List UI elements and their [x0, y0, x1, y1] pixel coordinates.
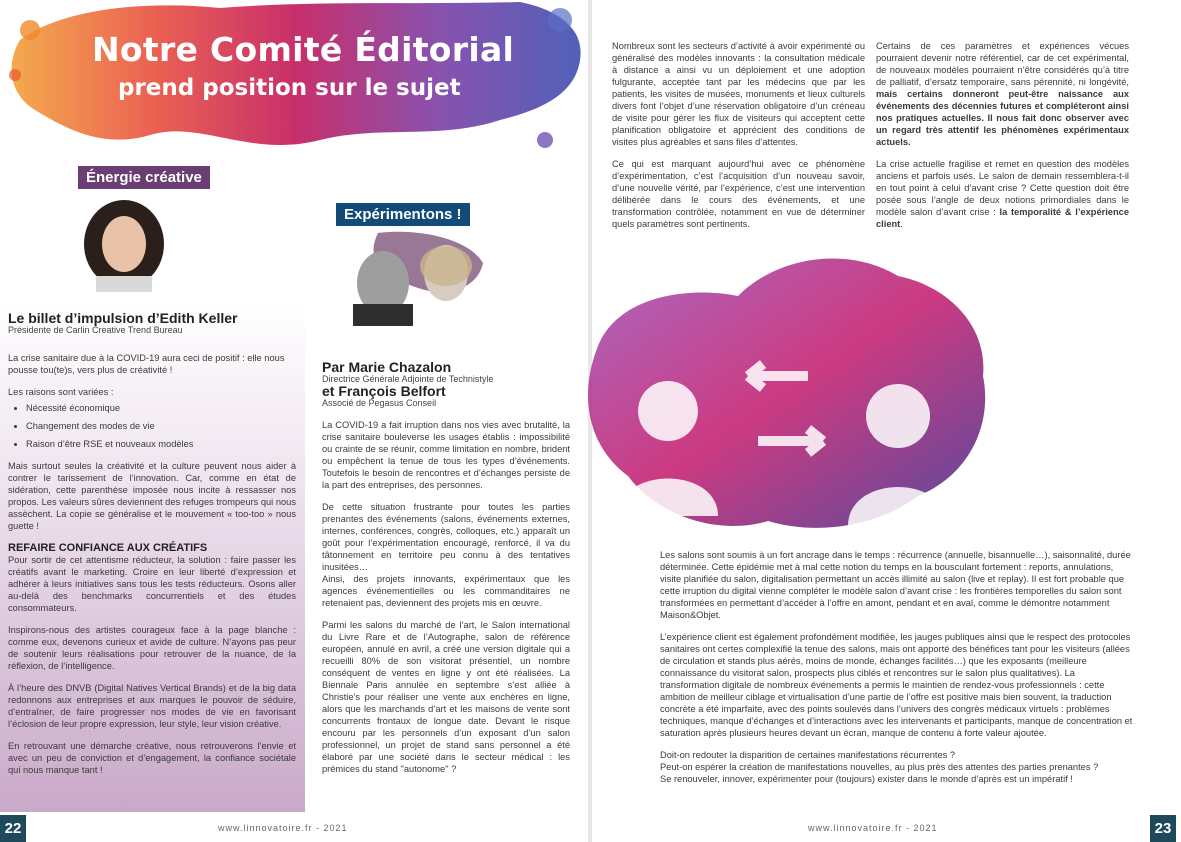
author-role-chazalon: Directrice Générale Adjointe de Technistyle	[322, 374, 494, 384]
portrait-edith-keller	[76, 192, 172, 292]
section-tag-energie: Énergie créative	[78, 166, 210, 189]
left-page	[0, 0, 588, 842]
text-run: .	[900, 219, 903, 229]
experimentons-right-paragraph-1	[876, 40, 1129, 148]
author-name-belfort: et François Belfort	[322, 383, 446, 399]
experimentons-bottom-paragraph-2: L’expérience client est également profondément modifiée, les jauges publiques ainsi que le respect des protocoles sanitaires ont certes complexifié la tenue des salons, mais ont apporté des bénéfices tant pour les visiteurs (allées de circulation et stands plus aérés, moins de monde, échanges facilités…) que les exposants (meilleure connaissance du visitorat salon, prospects plus ciblés et rencontres sur le salon plus qualitatives). La transformation digitale de nombreux événements a permis le maintien de rendez-vous professionnels : cette ambition de meilleur ciblage et virtualisation d’une partie de l’offre est positive mais bien souvent, la traduction concrète a été imparfaite, avec des points soulevés dans l’univers des congrès médicaux virtuels : problèmes techniques, manque d’échanges et d’interactions avec les intervenants et participants, manque de concentration et saturation après plusieurs heures devant un écran, manque de contenu à forte valeur ajoutée.	[660, 632, 1133, 738]
page-number-right: 23	[1150, 815, 1176, 842]
energie-paragraph-4: À l’heure des DNVB (Digital Natives Vertical Brands) et de la big data redonnons aux entreprises et aux marques le pouvoir de séduire, d’entraîner, de faire progresser nos modes de vie en favorisant l’éclosion de leur propre expression, leur style, leur vision créative.	[8, 683, 296, 729]
experimentons-right-paragraph-2	[876, 158, 1129, 230]
energie-intro: La crise sanitaire due à la COVID-19 aura ceci de positif : elle nous pousse tou(te)s, vers plus de créativité !	[8, 353, 285, 375]
energie-column	[8, 312, 296, 786]
author-name-keller: Le billet d’impulsion d’Edith Keller	[8, 310, 238, 326]
text-run: Certains de ces paramètres et expériences vécues pourraient devenir notre référentiel, car de cet expérimental, de nouveaux modèles pourraient n’être considérés qu’à titre de palliatif, d’ersatz temporaire, sans pérennité, ni longévité,	[876, 41, 1129, 87]
experimentons-right-column	[876, 40, 1129, 240]
closing-question-1: Doit-on redouter la disparition de certaines manifestations récurrentes ?	[660, 750, 956, 760]
footer-url-right: www.linnovatoire.fr - 2021	[808, 823, 938, 833]
author-name-chazalon: Par Marie Chazalon	[322, 359, 452, 375]
experimentons-middle-column	[612, 40, 865, 240]
portrait-chazalon-belfort	[338, 228, 488, 326]
energie-paragraph-3: Inspirons-nous des artistes courageux face à la page blanche : comme eux, devenons curieux et avide de culture. N’ayons pas peur de soutenir leurs réalisations pour retrouver de la nuance, de la réflexion, de l’intelligence.	[8, 625, 296, 671]
experimentons-mid-paragraph-1: Nombreux sont les secteurs d’activité à avoir expérimenté ou généralisé des modèles innovants : la consultation médicale à distance a ainsi vu un déploiement et une adoption fulgurante, acceptée tant par les médecins que par les patients, les visites de musées, monuments et lieux culturels divers font l’objet d’une réservation obligatoire d’un créneau de visite pour gérer les flux de visiteurs qui acceptent cette planification obligatoire et apprécient des conditions de visites plus agréables et sans files d’attentes.	[612, 41, 865, 147]
reasons-list	[8, 402, 296, 450]
author-role-keller: Présidente de Carlin Creative Trend Bureau	[8, 325, 183, 335]
experimentons-paragraph-1: La COVID-19 a fait irruption dans nos vies avec brutalité, la crise sanitaire bouleverse les usages établis : impossibilité ou crainte de se réunir, comme limitation en nombre, brident ou empêchent la tenue de tous les types d’événements. Toutefois le besoin de rencontres et d’échanges persiste de la part des entreprises, des personnes.	[322, 420, 570, 490]
text-run-bold: mais certains donneront peut-être naissance aux événements des décennies futures et compléteront ainsi nos pratiques actuelles. Il nous fait donc observer avec un regard très attentif les phénomènes expérimentaux actuels.	[876, 89, 1129, 147]
page-number-left: 22	[0, 815, 26, 842]
energie-paragraph-1: Mais surtout seules la créativité et la culture peuvent nous aider à contrer le tarissement de l’innovation. Car, comme en état de sidération, cette parenthèse imposée nous incite à ressasser nos propos. Les valeurs sûres deviennent des refuges trompeurs qui nous assèchent. La copie se généralise et le mouvement « too-too » nous guette !	[8, 461, 296, 531]
page-title: Notre Comité Éditorial	[92, 30, 515, 69]
reasons-heading: Les raisons sont variées :	[8, 387, 114, 397]
energie-paragraph-5: En retrouvant une démarche créative, nous retrouverons l’envie et avec un peu de conviction et d’engagement, la confiance sociétale qui nous manque tant !	[8, 741, 296, 775]
experimentons-bottom-paragraph-1: Les salons sont soumis à un fort ancrage dans le temps : récurrence (annuelle, bisannuelle…), saisonnalité, durée déterminée. Cette épidémie met à mal cette notion du temps en la bousculant fortement : reports, annulations, visite planifiée du salon, digitalisation permettant un accès illimité au salon (live et replay). Il est fort probable que cette irruption du digital vienne compléter le modèle salon d’avant crise : les frontières temporelles du salon sont transformées en permettant d’accéder à l’offre en amont, pendant et en aval, comme le démontre notamment Maison&Objet.	[660, 550, 1131, 620]
experimentons-column	[322, 361, 570, 785]
footer-url-left: www.linnovatoire.fr - 2021	[218, 823, 348, 833]
list-item: • Changement des modes de vie	[26, 420, 296, 432]
text-run: La crise actuelle fragilise et remet en question des modèles anciens et parfois usés. Le salon de demain ressemblera-t-il en tout point à celui d’avant crise ? Cette question doit être posée sous l’angle de deux notions primordiales dans le modèle salon d’avant crise :	[876, 159, 1129, 217]
experimentons-paragraph-3: Parmi les salons du marché de l’art, le Salon international du Livre Rare et de l’Autographe, salon de référence européen, annulé en avril, a créé une version digitale qui a recueilli 80% de son visitorat présentiel, un nombre conséquent de ventes en ligne y ont été réalisées. La Biennale Paris annulée en septembre s’est alliée à Christie’s pour réaliser une vente aux enchères en ligne, alors que les marchands d’art et les maisons de vente sont concurrents frontaux de longue date. Devant le risque encouru par les personnels d’un exposant d’un salon professionnel, un projet de stand sans personnel a été élaboré par une société dans le secteur médical : les prémices du stand "autonome" ?	[322, 620, 570, 774]
experimentons-bottom-block	[660, 549, 1135, 785]
text-run-bold: la temporalité & l’expérience client	[876, 207, 1130, 229]
closing-statement: Se renouveler, innover, expérimenter pour (toujours) exister dans le monde d’après est un impératif !	[660, 774, 1073, 784]
closing-question-2: Peut-on espérer la création de manifestations nouvelles, au plus près des attentes des parties prenantes ?	[660, 762, 1099, 772]
experimentons-paragraph-2b: Ainsi, des projets innovants, expérimentaux que les agences événementielles ou les commanditaires ne retenaient pas, deviennent des projets mis en œuvre.	[322, 574, 570, 608]
section-tag-experimentons: Expérimentons !	[336, 203, 470, 226]
list-item: • Nécessité économique	[26, 402, 296, 414]
experimentons-paragraph-2: De cette situation frustrante pour toutes les parties prenantes des événements (salons, événements externes, internes, conférences, congrès, colloques, etc.) apparaît un goût pour l’expérimentation encouragé, renforcé, il va du tâtonnement en territoire peu connu à des tentatives inusitées…	[322, 502, 570, 572]
section-title-confiance: REFAIRE CONFIANCE AUX CRÉATIFS	[8, 542, 208, 554]
page-subtitle: prend position sur le sujet	[118, 75, 461, 101]
author-role-belfort: Associé de Pegasus Conseil	[322, 398, 437, 408]
energie-paragraph-2: Pour sortir de cet attentisme réducteur, la solution : faire passer les créatifs avant le marketing. Croire en leur liberté d’expression et adhérer à leurs initiatives sans tous les tests réducteurs. Osons aller au-delà des benchmarks concurrentiels et des études consommateurs.	[8, 555, 296, 613]
people-exchange-illustration	[578, 226, 998, 552]
experimentons-mid-paragraph-2: Ce qui est marquant aujourd’hui avec ce phénomène d’expérimentation, c’est l’acquisition d’un nouveau savoir, d’une nouvelle vérité, par l’expérience, c’est une intervention délibérée dans le cours des événements, et une transformation contrôlée, notamment en vue de déterminer quels paramètres sont pertinents.	[612, 159, 865, 229]
list-item: • Raison d’être RSE et nouveaux modèles	[26, 438, 296, 450]
